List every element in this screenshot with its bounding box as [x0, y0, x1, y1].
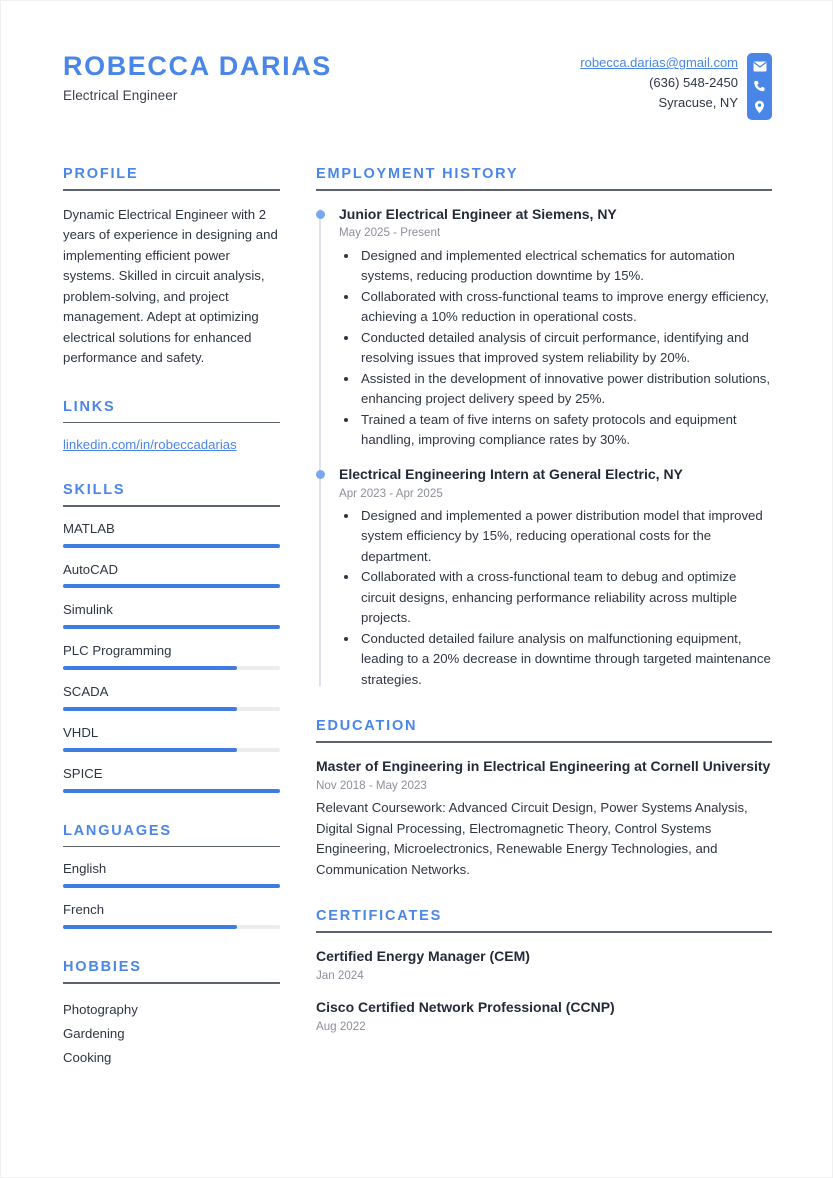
- section-title-profile: PROFILE: [63, 166, 139, 182]
- section-languages: [63, 823, 280, 929]
- skill-meter-fill: [63, 707, 237, 711]
- skill-meter-fill: [63, 625, 280, 629]
- employment-entry-bullets: [339, 246, 772, 451]
- section-rule: [63, 422, 280, 424]
- section-hobbies: [63, 959, 280, 1070]
- skill-meter-track: [63, 707, 280, 711]
- list-item: • Designed and implemented a power distribution model that improved system efficiency by 15%, reducing operational costs for the department.: [359, 506, 772, 568]
- section-education: [316, 718, 772, 880]
- skill-row: [63, 562, 280, 589]
- contact-icon-rail: [747, 53, 772, 120]
- section-rule: [63, 846, 280, 848]
- section-title-employment: EMPLOYMENT HISTORY: [316, 166, 519, 182]
- list-item: • Trained a team of five interns on safety protocols and equipment handling, improving compliance rates by 30%.: [359, 410, 772, 451]
- skill-meter-fill: [63, 584, 280, 588]
- list-item: • Designed and implemented electrical schematics for automation systems, reducing production downtime by 15%.: [359, 246, 772, 287]
- education-entry-date: Nov 2018 - May 2023: [316, 778, 427, 792]
- section-rule: [63, 505, 280, 507]
- skill-meter-track: [63, 789, 280, 793]
- hobbies-list: [63, 998, 280, 1070]
- education-entry-title: Master of Engineering in Electrical Engineering at Cornell University: [316, 757, 771, 774]
- skill-label: AutoCAD: [63, 561, 118, 577]
- profile-text: Dynamic Electrical Engineer with 2 years of experience in designing and implementing efficient power systems. Skilled in circuit analysis, problem-solving, and project management. Adept at optimizing electrical solutions for enhanced performance and safety.: [63, 206, 278, 366]
- location-pin-icon: [747, 98, 772, 115]
- section-employment-history: [316, 166, 772, 690]
- language-meter-fill: [63, 884, 280, 888]
- certificate-entry: [316, 998, 772, 1035]
- phone-icon: [747, 78, 772, 95]
- certificate-entry-date: Jan 2024: [316, 968, 364, 982]
- sidebar-column: [63, 166, 280, 1070]
- employment-entry: [339, 205, 772, 451]
- list-item: • Conducted detailed analysis of circuit performance, identifying and resolving issues that improved system reliability by 20%.: [359, 328, 772, 369]
- certificate-entry-date: Aug 2022: [316, 1019, 366, 1033]
- list-item: Photography: [63, 1001, 138, 1017]
- section-links: [63, 399, 280, 453]
- list-item: Gardening: [63, 1025, 125, 1041]
- section-title-education: EDUCATION: [316, 718, 418, 735]
- employment-entry-date: May 2025 - Present: [339, 226, 441, 240]
- skill-meter-track: [63, 544, 280, 548]
- resume-sheet: [1, 1, 833, 1178]
- section-rule: [63, 982, 280, 984]
- language-meter-track: [63, 884, 280, 888]
- employment-entry-title: Junior Electrical Engineer at Siemens, NY: [339, 205, 617, 222]
- skill-label: MATLAB: [63, 520, 115, 536]
- education-entry: [316, 757, 772, 880]
- skill-meter-fill: [63, 789, 280, 793]
- section-title-certificates: CERTIFICATES: [316, 908, 443, 925]
- contact-phone: (636) 548-2450: [649, 75, 738, 90]
- skill-row: [63, 643, 280, 670]
- certificate-entry: [316, 947, 772, 984]
- skill-meter-track: [63, 748, 280, 752]
- section-certificates: [316, 908, 772, 1035]
- skill-label: VHDL: [63, 725, 99, 740]
- section-title-skills: SKILLS: [63, 482, 126, 499]
- employment-timeline: [316, 205, 772, 691]
- skill-row: [63, 684, 280, 711]
- language-row: [63, 861, 280, 888]
- language-label: English: [63, 861, 107, 877]
- section-profile: [63, 166, 280, 369]
- list-item: Cooking: [63, 1049, 112, 1065]
- link-item[interactable]: linkedin.com/in/robeccadarias: [63, 437, 237, 453]
- job-title: Electrical Engineer: [63, 88, 178, 104]
- section-rule: [316, 189, 772, 191]
- list-item: • Collaborated with cross-functional teams to improve energy efficiency, achieving a 10% reduction in operational costs.: [359, 287, 772, 328]
- skill-meter-track: [63, 625, 280, 629]
- employment-entry-title: Electrical Engineering Intern at General Electric, NY: [339, 465, 683, 482]
- section-title-links: LINKS: [63, 398, 116, 415]
- skill-row: [63, 766, 280, 793]
- skill-row: [63, 602, 280, 629]
- resume-body: [63, 166, 772, 1070]
- language-label: French: [63, 902, 105, 918]
- list-item: • Conducted detailed failure analysis on malfunctioning equipment, leading to a 20% decrease in downtime through targeted maintenance strategies.: [359, 629, 772, 691]
- section-rule: [316, 741, 772, 743]
- employment-entry-bullets: [339, 506, 772, 691]
- main-column: [316, 166, 772, 1039]
- skill-label: SPICE: [63, 765, 103, 781]
- employment-entry-date: Apr 2023 - Apr 2025: [339, 486, 443, 500]
- section-title-languages: LANGUAGES: [63, 822, 172, 839]
- skill-row: [63, 521, 280, 548]
- language-meter-track: [63, 925, 280, 929]
- list-item: • Collaborated with a cross-functional team to debug and optimize circuit designs, enhancing performance reliability across multiple projects.: [359, 567, 772, 629]
- skill-meter-track: [63, 584, 280, 588]
- skill-label: Simulink: [63, 602, 113, 618]
- skill-meter-fill: [63, 748, 237, 752]
- skill-label: PLC Programming: [63, 643, 172, 659]
- skill-row: [63, 725, 280, 752]
- section-title-hobbies: HOBBIES: [63, 958, 142, 975]
- envelope-icon: [747, 58, 772, 75]
- education-entry-body: Relevant Coursework: Advanced Circuit Design, Power Systems Analysis, Digital Signal Processing, Electromagnetic Theory, Control Systems Engineering, Microelectronics, Renewable Energy Technologies, and Communication Networks.: [316, 800, 748, 877]
- skill-label: SCADA: [63, 684, 109, 700]
- full-name: ROBECCA DARIAS: [63, 51, 332, 81]
- contact-lines: [580, 53, 738, 113]
- list-item: • Assisted in the development of innovative power distribution solutions, enhancing project delivery speed by 25%.: [359, 369, 772, 410]
- identity-block: [63, 45, 332, 103]
- section-rule: [316, 931, 772, 933]
- section-skills: [63, 482, 280, 793]
- employment-entry: [339, 465, 772, 691]
- section-rule: [63, 189, 280, 191]
- skill-meter-track: [63, 666, 280, 670]
- skill-meter-fill: [63, 666, 237, 670]
- certificate-entry-title: Cisco Certified Network Professional (CCNP): [316, 998, 615, 1015]
- contact-email[interactable]: robecca.darias@gmail.com: [580, 55, 738, 70]
- certificate-entry-title: Certified Energy Manager (CEM): [316, 947, 530, 964]
- language-meter-fill: [63, 925, 237, 929]
- resume-header: [63, 45, 772, 120]
- contact-location: Syracuse, NY: [658, 95, 738, 110]
- language-row: [63, 902, 280, 929]
- skill-meter-fill: [63, 544, 280, 548]
- contact-block: [580, 45, 772, 120]
